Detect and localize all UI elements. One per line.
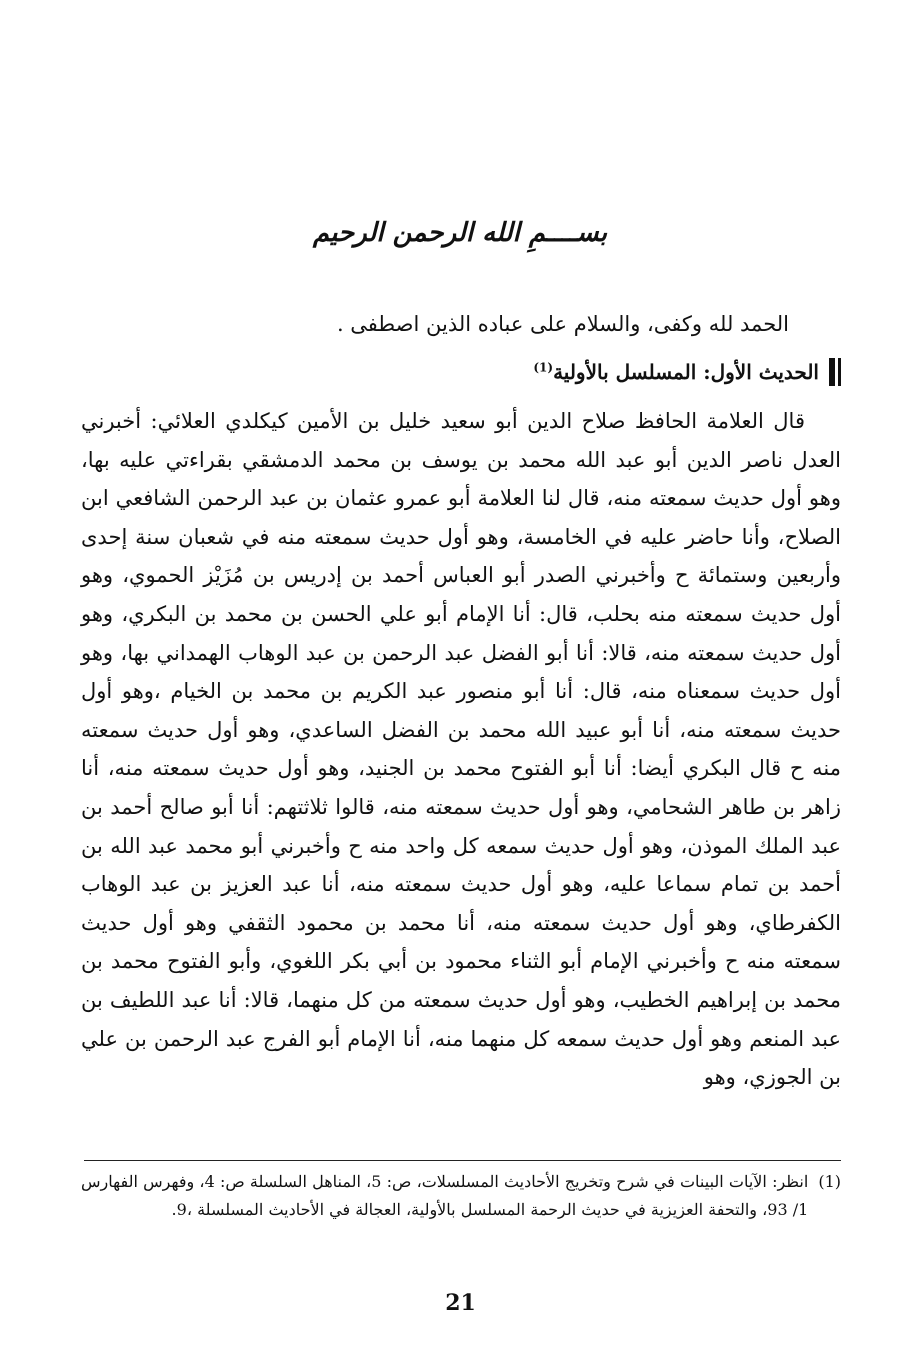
footnote — [81, 1168, 841, 1224]
basmala-calligraphy: بســــمِ الله الرحمن الرحيم — [312, 218, 608, 248]
footnote-text: انظر: الآيات البينات في شرح وتخريج الأحاديث المسلسلات، ص: 5، المناهل السلسلة ص: 4، وفهرس الفهارس 1/ 93، والتحفة العزيزية في حديث الرحمة المسلسل بالأولية، العجالة في الأحاديث المسلسلة ،9. — [81, 1172, 809, 1219]
footnote-number: (1) — [818, 1172, 841, 1191]
heading-title-text: الحديث الأول: المسلسل بالأولية — [553, 360, 819, 384]
intro-line: الحمد لله وكفى، والسلام على عباده الذين اصطفى . — [336, 312, 789, 336]
section-heading — [533, 358, 841, 386]
footnote-divider — [84, 1160, 841, 1161]
heading-marker-icon — [829, 358, 841, 386]
heading-footnote-mark[interactable]: (1) — [533, 360, 554, 375]
page-number: 21 — [445, 1290, 476, 1316]
heading-title — [533, 360, 819, 384]
body-paragraph — [81, 402, 841, 1097]
body-text: قال العلامة الحافظ صلاح الدين أبو سعيد خليل بن الأمين كيكلدي العلائي: أخبرني العدل ناصر الدين أبو عبد الله محمد بن يوسف بن محمد الدمشقي بقراءتي عليه بها، وهو أول حديث سمعته منه، قال لنا العلامة أبو عمرو عثمان بن عبد الرحمن الشافعي ابن الصلاح، وأنا حاضر عليه في الخامسة، وهو أول حديث سمعته منه في شعبان سنة إحدى وأربعين وستمائة ح وأخبرني الصدر أبو العباس أحمد بن إدريس بن مُزَيْز الحموي، وهو أول حديث سمعته منه بحلب، قال: أنا الإمام أبو علي الحسن بن محمد بن البكري، وهو أول حديث سمعته منه، قالا: أنا أبو الفضل عبد الرحمن بن عبد الوهاب الهمداني بها، وهو أول حديث سمعناه منه، قال: أنا أبو منصور عبد الكريم بن محمد بن الخيام ،وهو أول حديث سمعته منه، أنا أبو عبيد الله محمد بن الفضل الساعدي، وهو أول حديث سمعته منه ح قال البكري أيضا: أنا أبو الفتوح محمد بن الجنيد، وهو أول حديث سمعته منه، أنا زاهر بن طاهر الشحامي، وهو أول حديث سمعته منه، قالوا ثلاثتهم: أنا أبو صالح أحمد بن عبد الملك الموذن، وهو أول حديث سمعه كل واحد منه ح وأخبرني أبو محمد عبد الله بن أحمد بن تمام سماعا عليه، وهو أول حديث سمعته منه، أنا عبد العزيز بن عبد الوهاب الكفرطاي، وهو أول حديث سمعته منه، أنا محمد بن محمود الثقفي وهو أول حديث سمعته منه ح وأخبرني الإمام أبو الثناء محمود بن أبي بكر اللغوي، وأبو الفتوح محمد بن محمد بن إبراهيم الخطيب، وهو أول حديث سمعته من كل منهما، قالا: أنا عبد اللطيف بن عبد المنعم وهو أول حديث سمعه كل منهما منه، أنا الإمام أبو الفرج عبد الرحمن بن علي بن الجوزي، وهو — [81, 409, 841, 1090]
